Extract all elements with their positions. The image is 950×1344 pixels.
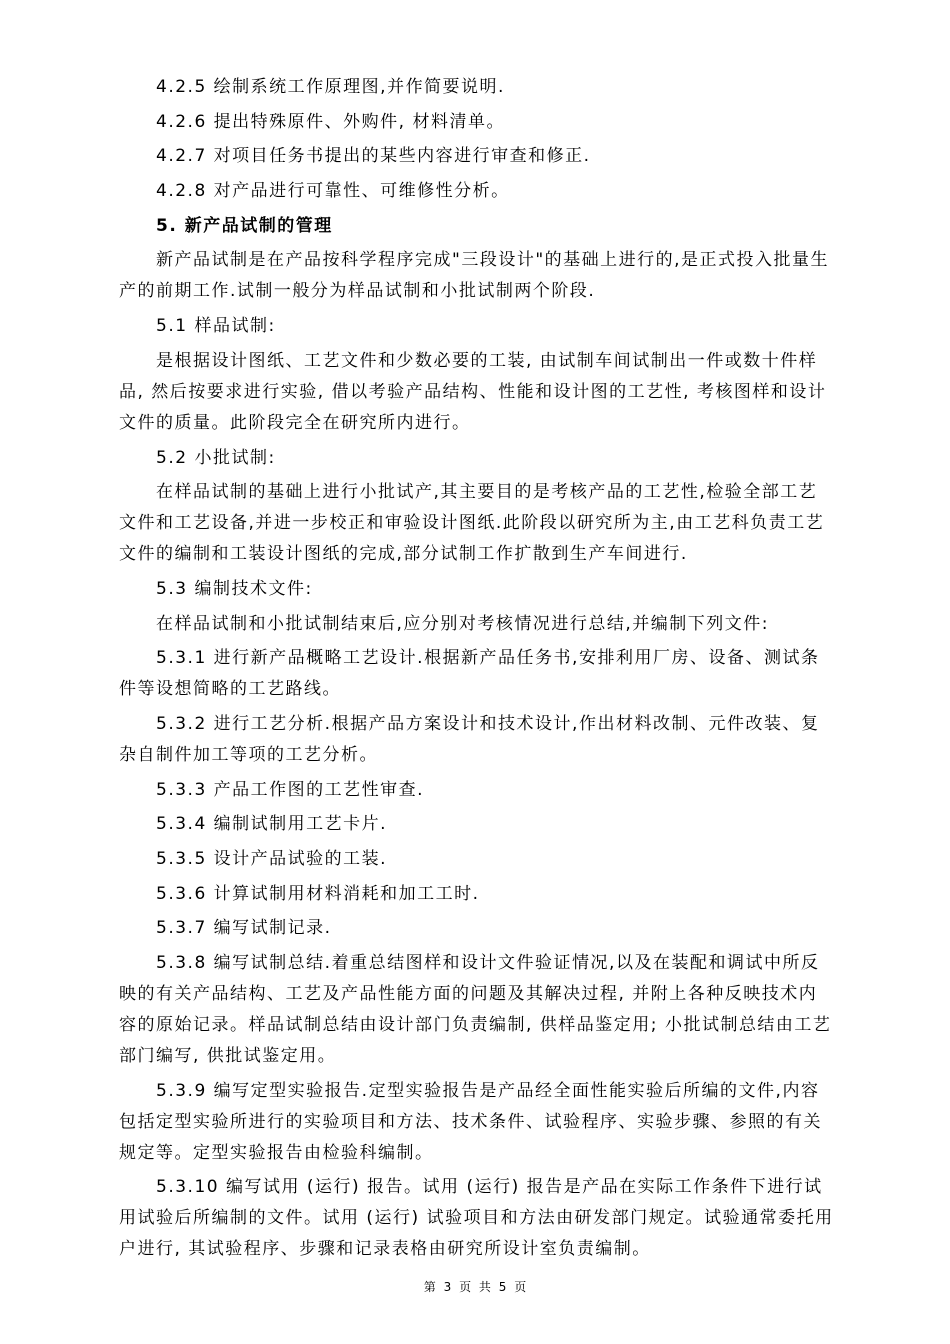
subheading-5-1: 5.1 样品试制: bbox=[156, 316, 276, 337]
paragraph-5-3-8: 5.3.8 编写试制总结.着重总结图样和设计文件验证情况,以及在装配和调试中所反映的有关产品结构、工艺及产品性能方面的问题及其解决过程, 并附上各种反映技术内容的原始记录。样品试制总结由设计部门负责编制, 供样品鉴定用; 小批试制总结由工艺部门编写, 供批试鉴定用。 bbox=[119, 953, 832, 1067]
paragraph-4-2-7: 4.2.7 对项目任务书提出的某些内容进行审查和修正. bbox=[156, 146, 591, 167]
page-footer bbox=[0, 1278, 950, 1295]
paragraph-5-3-4: 5.3.4 编制试制用工艺卡片. bbox=[156, 814, 388, 835]
footer-total-word: 共 bbox=[478, 1280, 491, 1294]
paragraph-5-3-9: 5.3.9 编写定型实验报告.定型实验报告是产品经全面性能实验后所编的文件,内容包括定型实验所进行的实验项目和方法、技术条件、试验程序、实验步骤、参照的有关规定等。定型实验报告由检验科编制。 bbox=[119, 1080, 822, 1163]
paragraph-5-3-1: 5.3.1 进行新产品概略工艺设计.根据新产品任务书,安排利用厂房、设备、测试条件等设想简略的工艺路线。 bbox=[119, 648, 820, 700]
footer-total-pages: 5 bbox=[498, 1280, 507, 1294]
section-heading-5: 5. 新产品试制的管理 bbox=[156, 215, 333, 236]
paragraph-5-1-body: 是根据设计图纸、工艺文件和少数必要的工装, 由试制车间试制出一件或数十件样品, 然后按要求进行实验, 借以考验产品结构、性能和设计图的工艺性, 考核图样和设计文件的质量。此阶段完全在研究所内进行。 bbox=[119, 350, 827, 433]
subheading-5-2: 5.2 小批试制: bbox=[156, 447, 276, 468]
document-body bbox=[119, 72, 835, 1269]
paragraph-5-3-5: 5.3.5 设计产品试验的工装. bbox=[156, 849, 388, 869]
paragraph-5-3-body: 在样品试制和小批试制结束后,应分别对考核情况进行总结,并编制下列文件: bbox=[156, 613, 770, 634]
paragraph-5-2-body: 在样品试制的基础上进行小批试产,其主要目的是考核产品的工艺性,检验全部工艺文件和工艺设备,并进一步校正和审验设计图纸.此阶段以研究所为主,由工艺科负责工艺文件的编制和工装设计图纸的完成,部分试制工作扩散到生产车间进行. bbox=[119, 482, 825, 565]
paragraph-4-2-6: 4.2.6 提出特殊原件、外购件, 材料清单。 bbox=[156, 111, 505, 132]
paragraph-5-intro: 新产品试制是在产品按科学程序完成"三段设计"的基础上进行的,是正式投入批量生产的前期工作.试制一般分为样品试制和小批试制两个阶段. bbox=[119, 250, 830, 302]
footer-suffix: 页 bbox=[514, 1280, 527, 1294]
paragraph-5-3-2: 5.3.2 进行工艺分析.根据产品方案设计和技术设计,作出材料改制、元件改装、复杂自制件加工等项的工艺分析。 bbox=[119, 713, 820, 765]
footer-current-page: 3 bbox=[443, 1280, 452, 1294]
paragraph-4-2-5: 4.2.5 绘制系统工作原理图,并作简要说明. bbox=[156, 77, 505, 97]
paragraph-5-3-10: 5.3.10 编写试用 (运行) 报告。试用 (运行) 报告是产品在实际工作条件下进行试用试验后所编制的文件。试用 (运行) 试验项目和方法由研发部门规定。试验通常委托用户进行, 其试验程序、步骤和记录表格由研究所设计室负责编制。 bbox=[119, 1177, 834, 1260]
footer-page-word: 页 bbox=[459, 1280, 472, 1294]
subheading-5-3: 5.3 编制技术文件: bbox=[156, 578, 313, 599]
footer-prefix: 第 bbox=[423, 1280, 436, 1294]
paragraph-5-3-6: 5.3.6 计算试制用材料消耗和加工工时. bbox=[156, 883, 480, 904]
paragraph-5-3-7: 5.3.7 编写试制记录. bbox=[156, 918, 332, 939]
paragraph-5-3-3: 5.3.3 产品工作图的工艺性审查. bbox=[156, 779, 425, 800]
paragraph-4-2-8: 4.2.8 对产品进行可靠性、可维修性分析。 bbox=[156, 181, 510, 202]
